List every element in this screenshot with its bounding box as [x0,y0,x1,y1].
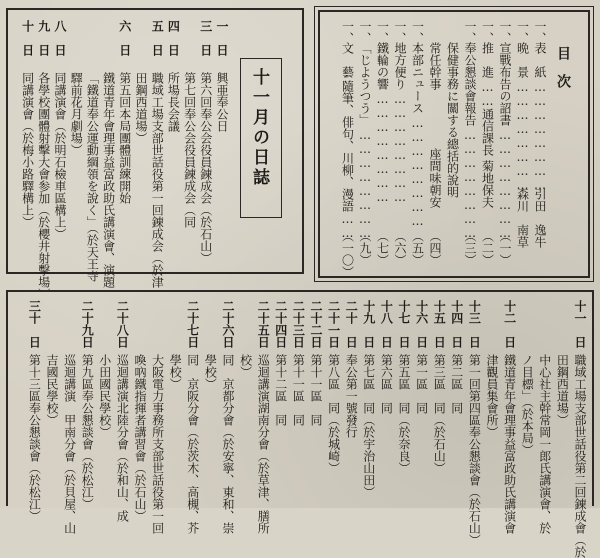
diary-date: 五 日 [150,20,165,56]
lower-entry: 巡迴講演湖南分會（於草津、膳所 [256,354,271,534]
lower-date: 十七 日 [397,300,411,348]
lower-entry: 第二區 同 [449,354,464,414]
diary-date: 十 日 [20,20,35,56]
toc-page: （六） [393,230,407,266]
toc-page: （九） [358,230,372,266]
toc-leader: …………………… [533,80,547,192]
lower-entry: 學校） [203,354,218,390]
lower-entry: 同 京都分會（於安寧、東和、崇 [221,354,235,534]
diary-entry: 第七回奉公会役員錬成会（同 [182,72,197,228]
toc-bullet: 一、 [393,20,407,44]
lower-date: 二十四日 [273,300,288,348]
toc-author: 森川 南草 [515,188,530,248]
toc-title: 「じようつう」 [358,42,372,126]
toc-bullet: 一、 [533,20,547,44]
toc-author: 座間味朝安 [428,148,442,208]
lower-date: 二十一日 [326,300,341,348]
toc-page: （三） [463,230,477,266]
toc-author: 引田 逸牛 [533,188,547,248]
toc-leader: …………………… [358,128,372,240]
lower-date: 二十九日 [80,300,95,348]
diary-entry: 同講演會（於明石檢車區構上） [53,72,67,240]
lower-date: 十二 日 [502,300,517,348]
toc-bullet: 一、 [480,20,495,44]
lower-entry: 第七區 同（於宇治山田） [361,354,376,498]
diary-entry: 興亜奉公日 [215,72,229,132]
toc-leader: …………………… [515,80,530,192]
toc-title: 文 藝 [340,42,355,78]
toc-leader: 隨筆、俳句、川柳、漫語…… [340,80,355,240]
lower-entry: 第三區 同（於石山） [432,354,447,474]
lower-entry: 吉國民學校） [45,354,59,426]
toc-author: 菊地保夫 [480,160,495,208]
lower-date: 十一 日 [573,300,587,348]
diary-date: 三 日 [198,20,213,56]
lower-date: 二十八日 [115,300,130,348]
diary-entry: 第五回本局團體訓練開始 [117,72,132,204]
toc-bullet: 一、 [463,20,477,44]
lower-entry: 校） [238,354,253,378]
diary-entry: 驛前花月劇場） [69,72,84,156]
lower-entry: 奉公第一號發行 [344,354,359,438]
lower-date: 十四 日 [449,300,464,348]
diary-entry: 「鐵道奉公運動綱領を說く」（於天王寺 [85,72,100,282]
lower-diary-panel [6,290,594,558]
lower-date: 二十六日 [221,300,235,348]
toc-leader: …………………… [410,116,425,228]
diary-title: 十一月の日誌 [249,68,269,188]
toc-leader: …………………… [498,128,512,240]
toc-leader: 常任幹事 [428,42,442,90]
toc-leader: ……通信課長 [480,80,495,156]
lower-entry: 第八區 同（於城崎） [326,354,341,474]
diary-date: 九 日 [36,20,51,56]
toc-title: 地方便り [393,42,407,90]
lower-entry: 小田國民學校） [97,354,112,438]
toc-bullet: 一、 [340,20,355,44]
lower-entry: ノ目標」（於本局） [520,354,535,456]
lower-date: 二十七日 [185,300,200,348]
lower-date: 二十五日 [256,300,271,348]
lower-date: 十八 日 [379,300,394,348]
lower-entry: 鐵道青年會理事益富政助氏講演會 [502,354,517,534]
lower-date: 十五 日 [432,300,447,348]
lower-entry: 第十一區 同 [309,354,323,426]
toc-title: 宣戰布告の詔書 [498,42,512,126]
lower-entry: 田鋼西道場） [555,354,570,426]
lower-entry: 同 京阪分會（於茨木、高槻、芥 [185,354,200,534]
lower-date: 二十 日 [344,300,359,348]
lower-entry: 第一回第四區奉公懇談會（於石山） [467,354,482,546]
diary-panel [6,8,304,300]
toc-bullet: 一、 [515,20,530,44]
toc-page: （二） [480,230,495,266]
toc-page: （四） [428,230,442,266]
toc-title: 奉公懇談會報告 [463,42,477,126]
diary-entry: 鐵道青年會理事益富政助氏講演會、演題 [101,72,116,288]
toc-leader: …………………… [393,92,407,204]
lower-entry: 第十三區奉公懇談會（於松江） [27,354,42,522]
toc-title: 晩 景 [515,42,530,78]
lower-entry: 津觀員集會所） [485,354,499,438]
toc-page: （五） [410,230,425,266]
lower-entry: 第十二區 同 [273,354,288,426]
toc-leader: …………………… [463,128,477,240]
toc-bullet: 一、 [498,20,512,44]
diary-date: 四 日 [166,20,181,56]
toc-title: 保健事務に關する總括的說明 [445,42,460,198]
toc-title: 鐵輪の響 [375,42,390,90]
lower-date: 二十二日 [309,300,323,348]
lower-entry: 大阪電力事務所支部世話役第一回 [150,354,165,534]
lower-entry: 第五區 同（於奈良） [397,354,411,474]
lower-entry: 學校） [168,354,183,390]
diary-entry: 同講演會（於梅小路驛構上） [20,72,35,228]
toc-bullet: 一、 [375,20,390,44]
lower-date: 二十三日 [291,300,306,348]
lower-entry: 巡迴講演 甲南分會（於貝屋、山 [62,354,77,534]
diary-date: 六 日 [117,20,132,56]
lower-entry: 喚吶鐵指揮者講習會（於石山） [133,354,147,522]
diary-entry: 各學校團體射擊大會参加（於櫻井射擊場） [36,72,51,300]
diary-date: 八 日 [53,20,67,56]
toc-bullet: 一、 [410,20,425,44]
toc-page: （一） [498,230,512,266]
lower-entry: 巡迴講演北陸分會（於和山、成 [115,354,130,522]
diary-entry: 第六回奉公会役員錬成会（於石山） [198,72,213,264]
lower-entry: 第一區 同 [414,354,429,414]
lower-entry: 第六區 同 [379,354,394,414]
diary-date: 一 日 [215,20,229,56]
toc-title: 推 進 [480,42,495,78]
toc-bullet: 一、 [358,20,372,44]
toc-panel [318,10,590,278]
lower-entry: 第十一區 同 [291,354,306,426]
toc-title: 表 紙 [533,42,547,78]
diary-entry: 職域工場支部世話役第一回錬成会（於津 [150,72,165,288]
lower-entry: 職域工場支部世話役第二回錬成會（於 [573,354,587,558]
toc-heading: 目 次 [555,46,571,88]
toc-page: （一〇） [340,230,355,278]
lower-date: 十三 日 [467,300,482,348]
lower-entry: 中心社主幹常岡一郎氏講演會、於 [537,354,552,534]
lower-date: 三十 日 [27,300,42,348]
diary-entry: 田鋼西道場） [134,72,148,144]
toc-title: 本部ニュース [410,42,425,114]
lower-date: 十九 日 [361,300,376,348]
lower-date: 十六 日 [414,300,429,348]
lower-entry: 第九區奉公懇談會（於松江） [80,354,95,510]
toc-page: （七） [375,230,390,266]
diary-entry: 所場長会議 [166,72,181,132]
toc-leader: …………………… [375,92,390,204]
